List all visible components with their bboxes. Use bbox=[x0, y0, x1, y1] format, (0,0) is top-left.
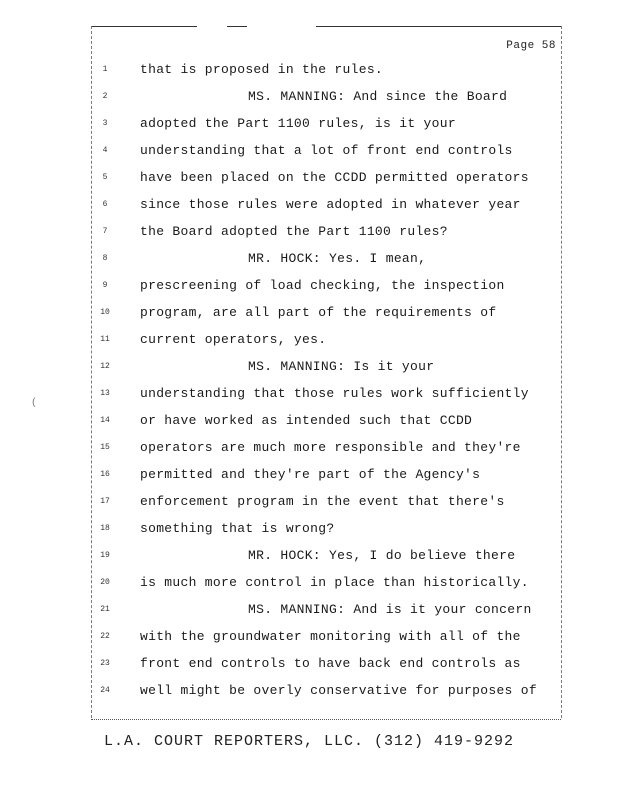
transcript-body bbox=[92, 59, 560, 707]
line-number: 5 bbox=[102, 173, 108, 182]
transcript-line bbox=[92, 518, 560, 545]
line-number: 10 bbox=[100, 308, 110, 317]
line-number: 13 bbox=[100, 389, 110, 398]
transcript-line bbox=[92, 329, 560, 356]
transcript-line bbox=[92, 410, 560, 437]
transcript-line bbox=[92, 275, 560, 302]
line-text: permitted and they're part of the Agency's bbox=[140, 467, 481, 482]
line-text: or have worked as intended such that CCDD bbox=[140, 413, 473, 428]
transcript-line bbox=[92, 302, 560, 329]
line-text: is much more control in place than historically. bbox=[140, 575, 529, 590]
line-text: that is proposed in the rules. bbox=[140, 62, 384, 77]
transcript-line bbox=[92, 437, 560, 464]
line-number: 2 bbox=[102, 92, 108, 101]
line-text: adopted the Part 1100 rules, is it your bbox=[140, 116, 456, 131]
line-text: MS. MANNING: Is it your bbox=[248, 359, 435, 374]
transcript-line bbox=[92, 59, 560, 86]
transcript-line bbox=[92, 113, 560, 140]
page-number: Page 58 bbox=[506, 40, 556, 52]
transcript-line bbox=[92, 545, 560, 572]
line-text: well might be overly conservative for purposes of bbox=[140, 683, 537, 698]
line-number: 11 bbox=[100, 335, 110, 344]
line-text: current operators, yes. bbox=[140, 332, 327, 347]
line-number: 15 bbox=[100, 443, 110, 452]
line-number: 18 bbox=[100, 524, 110, 533]
transcript-line bbox=[92, 626, 560, 653]
bottom-rule bbox=[91, 719, 561, 720]
line-text: MS. MANNING: And is it your concern bbox=[248, 602, 532, 617]
line-number: 24 bbox=[100, 686, 110, 695]
transcript-line bbox=[92, 356, 560, 383]
line-text: understanding that a lot of front end controls bbox=[140, 143, 513, 158]
line-text: since those rules were adopted in whatever year bbox=[140, 197, 521, 212]
line-number: 19 bbox=[100, 551, 110, 560]
reporter-footer: L.A. COURT REPORTERS, LLC. (312) 419-9292 bbox=[103, 733, 515, 750]
transcript-line bbox=[92, 599, 560, 626]
line-text: front end controls to have back end controls as bbox=[140, 656, 521, 671]
line-text: have been placed on the CCDD permitted operators bbox=[140, 170, 529, 185]
line-number: 17 bbox=[100, 497, 110, 506]
line-text: enforcement program in the event that there's bbox=[140, 494, 505, 509]
transcript-line bbox=[92, 248, 560, 275]
line-number: 7 bbox=[102, 227, 108, 236]
transcript-line bbox=[92, 167, 560, 194]
transcript-line bbox=[92, 572, 560, 599]
transcript-line bbox=[92, 140, 560, 167]
line-text: MS. MANNING: And since the Board bbox=[248, 89, 508, 104]
line-number: 9 bbox=[102, 281, 108, 290]
line-text: something that is wrong? bbox=[140, 521, 335, 536]
line-text: prescreening of load checking, the inspection bbox=[140, 278, 505, 293]
transcript-line bbox=[92, 680, 560, 707]
transcript-line bbox=[92, 194, 560, 221]
line-text: with the groundwater monitoring with all of the bbox=[140, 629, 521, 644]
line-number: 6 bbox=[102, 200, 108, 209]
transcript-line bbox=[92, 653, 560, 680]
line-number: 1 bbox=[102, 65, 108, 74]
line-number: 21 bbox=[100, 605, 110, 614]
line-number: 14 bbox=[100, 416, 110, 425]
line-number: 3 bbox=[102, 119, 108, 128]
line-number: 22 bbox=[100, 632, 110, 641]
line-text: program, are all part of the requirements of bbox=[140, 305, 497, 320]
line-text: the Board adopted the Part 1100 rules? bbox=[140, 224, 448, 239]
line-text: operators are much more responsible and they're bbox=[140, 440, 521, 455]
line-number: 8 bbox=[102, 254, 108, 263]
line-number: 20 bbox=[100, 578, 110, 587]
transcript-line bbox=[92, 383, 560, 410]
transcript-line bbox=[92, 464, 560, 491]
line-number: 23 bbox=[100, 659, 110, 668]
transcript-line bbox=[92, 221, 560, 248]
line-number: 4 bbox=[102, 146, 108, 155]
line-number: 12 bbox=[100, 362, 110, 371]
margin-mark: ( bbox=[31, 398, 38, 409]
line-text: MR. HOCK: Yes, I do believe there bbox=[248, 548, 516, 563]
line-text: understanding that those rules work sufficiently bbox=[140, 386, 529, 401]
line-text: MR. HOCK: Yes. I mean, bbox=[248, 251, 427, 266]
transcript-line bbox=[92, 86, 560, 113]
line-number: 16 bbox=[100, 470, 110, 479]
transcript-line bbox=[92, 491, 560, 518]
